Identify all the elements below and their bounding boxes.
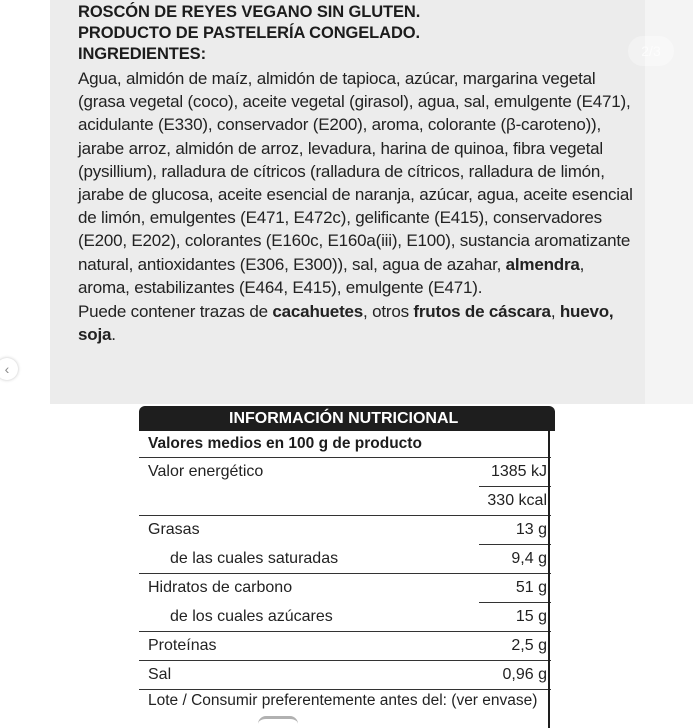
ingredients-list: [78, 67, 638, 299]
nutrition-value: 330 kcal: [487, 492, 547, 509]
nutrition-label: Grasas: [148, 521, 200, 538]
product-title-1: ROSCÓN DE REYES VEGANO SIN GLUTEN.: [78, 3, 421, 21]
nutrition-row-protein: [139, 632, 551, 661]
nutrition-row-carbs: [139, 574, 551, 603]
allergen-huevo-soja: huevo, soja: [78, 302, 614, 345]
nutrition-value: 2,5 g: [511, 637, 547, 654]
nutrition-row-fat: [139, 516, 551, 545]
nutrition-row-sugars: [139, 603, 551, 632]
nutrition-row-energy-kcal: [139, 487, 551, 516]
table-right-border: [548, 431, 550, 728]
nutrition-table: [139, 406, 551, 690]
allergen-frutos-cascara: frutos de cáscara: [413, 302, 551, 322]
ingredients-heading: INGREDIENTES:: [78, 45, 206, 63]
image-counter-text: 2/3: [641, 43, 661, 59]
nutrition-label: Valor energético: [148, 463, 264, 480]
nutrition-header: INFORMACIÓN NUTRICIONAL: [139, 406, 555, 431]
allergen-almendra: almendra: [505, 254, 580, 274]
nutrition-row-energy-kj: [139, 458, 551, 487]
cropped-mark: [258, 716, 298, 728]
traces-text-4: .: [111, 325, 116, 345]
traces-text-1: Puede contener trazas de: [78, 302, 273, 322]
nutrition-value: 15 g: [515, 608, 547, 625]
nutrition-value: 51 g: [515, 579, 547, 596]
nutrition-value: 1385 kJ: [490, 463, 547, 480]
nutrition-label: de las cuales saturadas: [170, 550, 339, 567]
nutrition-row-salt: [139, 661, 551, 690]
traces-text-2: , otros: [363, 302, 414, 322]
lote-text: Lote / Consumir preferentemente antes del: (ver envase): [148, 692, 538, 709]
row-divider: [139, 689, 551, 690]
nutrition-value: 13 g: [515, 521, 547, 538]
nutrition-label: Hidratos de carbono: [148, 579, 293, 596]
nutrition-subheader: Valores medios en 100 g de producto: [139, 431, 551, 458]
product-title-2: PRODUCTO DE PASTELERÍA CONGELADO.: [78, 24, 420, 42]
nutrition-row-saturated: [139, 545, 551, 574]
ingredients-section: [78, 2, 638, 346]
nutrition-label: Proteínas: [148, 637, 217, 654]
traces-text-3: ,: [550, 302, 560, 322]
ingredients-text-2: , aroma, estabilizantes (E464, E415), emulgente (E471).: [78, 254, 585, 297]
ingredients-text-1: Agua, almidón de maíz, almidón de tapioca, azúcar, margarina vegetal (grasa vegetal (coco), aceite vegetal (girasol), agua, sal, emulgente (E471), acidulante (E330), conservador (E200), aroma, colorante (β-caroteno)), jarabe arroz, almidón de arroz, levadura, harina de quinoa, fibra vegetal (pysillium), ralladura de cítricos (ralladura de cítricos, ralladura de limón, jarabe de glucosa, aceite esencial de naranja, azúcar, agua, aceite esencial de limón, emulgentes (E471, E472c), gelificante (E415), conservadores (E200, E202), colorantes (E160c, E160a(iii), E100), sustancia aromatizante natural, antioxidantes (E306, E300)), sal, agua de azahar,: [78, 69, 633, 274]
allergen-traces: [78, 300, 638, 346]
nutrition-label: Sal: [148, 666, 172, 683]
allergen-cacahuetes: cacahuetes: [272, 302, 364, 322]
nutrition-label: de los cuales azúcares: [170, 608, 333, 625]
nutrition-value: 0,96 g: [502, 666, 547, 683]
chevron-left-icon: ‹: [4, 361, 10, 377]
nutrition-value: 9,4 g: [511, 550, 547, 567]
